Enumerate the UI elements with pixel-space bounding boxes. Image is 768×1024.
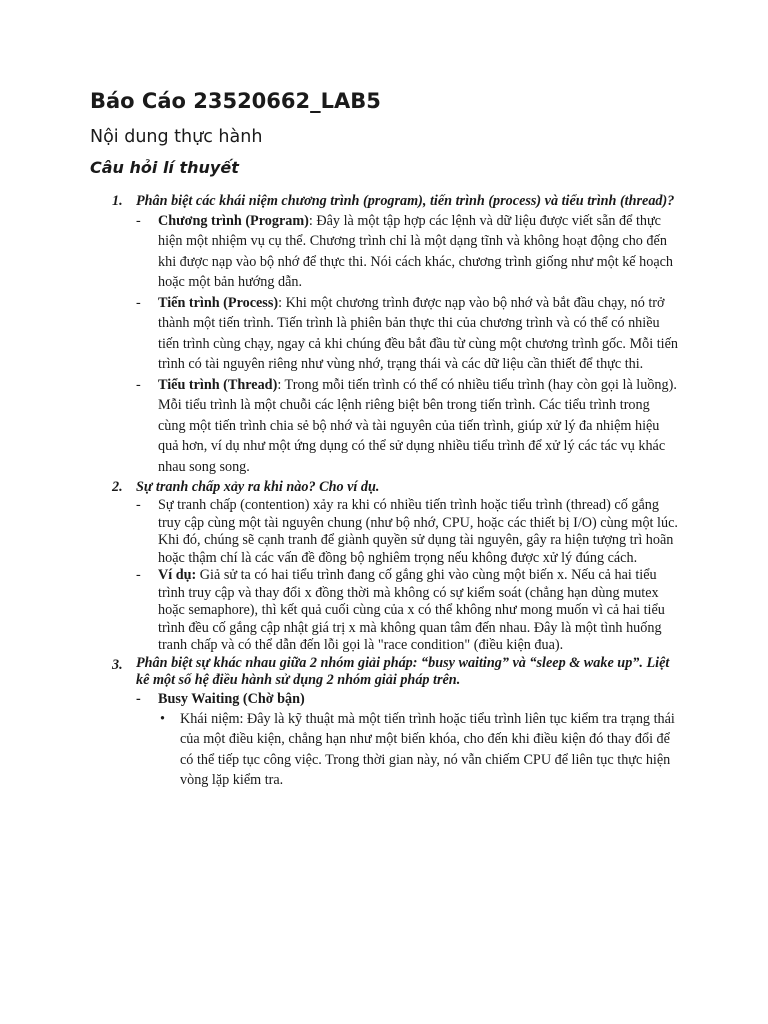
- list-item: - Tiểu trình (Thread): Trong mỗi tiến trình có thể có nhiều tiểu trình (hay còn gọi là luồng). Mỗi tiểu trình là một chuỗi các lệnh riêng biệt bên trong tiến trình. Các tiểu trình trong cùng một tiến trình chia sẻ bộ nhớ và tài nguyên của tiến trình, giúp xử lý đa nhiệm hiệu quả hơn, ví dụ như một ứng dụng có thể sử dụng nhiều tiểu trình để xử lý các tác vụ khác nhau song song.: [136, 376, 677, 475]
- question-number: 1.: [112, 192, 123, 209]
- bullet-term: Ví dụ: [158, 567, 192, 584]
- bullet-body: Đây là một tập hợp các lệnh và dữ liệu được viết sẵn để thực hiện một nhiệm vụ cụ thể. Chương trình chỉ là một dạng tĩnh và không hoạt động cho đến khi được nạp vào bộ nhớ để thực thi. Nói cách khác, chương trình giống như một kế hoạch hoặc một bản hướng dẫn.: [158, 212, 674, 291]
- list-item: - Tiến trình (Process): Khi một chương trình được nạp vào bộ nhớ và bắt đầu chạy, nó trở thành một tiến trình. Tiến trình là phiên bản thực thi của chương trình và có thể có nhiều tiến trình cùng chạy, ngay cả khi chúng đều bắt đầu từ cùng một chương trình gốc. Mỗi tiến trình có tài nguyên riêng như vùng nhớ, trạng thái và các dữ liệu cần thiết để thực thi.: [136, 294, 678, 373]
- list-item: - Ví dụ: Giả sử ta có hai tiểu trình đang cố gắng ghi vào cùng một biến x. Nếu cả hai tiểu trình truy cập và thay đổi x đồng thời mà không có sự kiểm soát (chẳng hạn dùng mutex hoặc semaphore), thì kết quả cuối cùng của x có thể không như mong muốn vì cả hai tiểu trình đều cố gắng cập nhật giá trị x mà không quan tâm đến nhau. Đây là một tình huống tranh chấp và có thể dẫn đến lỗi gọi là "race condition" (điều kiện đua).: [136, 567, 665, 654]
- bullet-term: Chương trình (Program): [158, 212, 309, 229]
- bullet-body: Khái niệm: Đây là kỹ thuật mà một tiến trình hoặc tiểu trình liên tục kiểm tra trạng thái của một điều kiện, chẳng hạn như một biến khóa, cho đến khi điều kiện đó thay đổi để có thể tiếp tục công việc. Trong thời gian này, nó vẫn chiếm CPU để liên tục thực hiện vòng lặp kiểm tra.: [180, 710, 675, 789]
- bullet-term: Tiểu trình (Thread): [158, 376, 278, 393]
- dash-marker: -: [136, 497, 141, 514]
- section-heading: Nội dung thực hành: [90, 127, 263, 148]
- bullet-body: Khi một chương trình được nạp vào bộ nhớ và bắt đầu chạy, nó trở thành một tiến trình. Tiến trình là phiên bản thực thi của chương trình và có thể có nhiều tiến trình cùng chạy, ngay cả khi chúng đều bắt đầu từ cùng một chương trình gốc. Mỗi tiến trình có tài nguyên riêng như vùng nhớ, trạng thái và các dữ liệu cần thiết để thực thi.: [158, 294, 678, 373]
- report-title: Báo Cáo 23520662_LAB5: [90, 89, 381, 113]
- question-number: 2.: [112, 479, 123, 496]
- question-text: Sự tranh chấp xảy ra khi nào? Cho ví dụ.: [136, 479, 380, 496]
- subsection-heading: Câu hỏi lí thuyết: [90, 158, 239, 178]
- bullet-body: Giả sử ta có hai tiểu trình đang cố gắng ghi vào cùng một biến x. Nếu cả hai tiểu trình truy cập và thay đổi x đồng thời mà không có sự kiểm soát (chẳng hạn dùng mutex hoặc semaphore), thì kết quả cuối cùng của x có thể không như mong muốn vì cả hai tiểu trình đều cố gắng cập nhật giá trị x mà không quan tâm đến nhau. Đây là một tình huống tranh chấp và có thể dẫn đến lỗi gọi là "race condition" (điều kiện đua).: [158, 567, 665, 654]
- dash-marker: -: [136, 212, 141, 229]
- bullet-marker: •: [160, 710, 165, 727]
- bullet-body: Trong mỗi tiến trình có thể có nhiều tiểu trình (hay còn gọi là luồng). Mỗi tiểu trình là một chuỗi các lệnh riêng biệt bên trong tiến trình. Các tiểu trình trong cùng một tiến trình chia sẻ bộ nhớ và tài nguyên của tiến trình, giúp xử lý đa nhiệm hiệu quả hơn, ví dụ như một ứng dụng có thể sử dụng nhiều tiểu trình để xử lý các tác vụ khác nhau song song.: [158, 376, 677, 475]
- dash-marker: -: [136, 567, 141, 584]
- question-1: [90, 191, 680, 478]
- question-number: 3.: [112, 656, 123, 673]
- sub-list-item: [158, 709, 680, 791]
- question-3: [90, 655, 680, 791]
- list-item: - Chương trình (Program): Đây là một tập hợp các lệnh và dữ liệu được viết sẵn để thực hiện một nhiệm vụ cụ thể. Chương trình chỉ là một dạng tĩnh và không hoạt động cho đến khi được nạp vào bộ nhớ để thực thi. Nói cách khác, chương trình giống như một kế hoạch hoặc một bản hướng dẫn.: [136, 212, 674, 291]
- question-2: [90, 477, 680, 655]
- dash-marker: -: [136, 294, 141, 311]
- bullet-body: Sự tranh chấp (contention) xảy ra khi có nhiều tiến trình hoặc tiểu trình (thread) cố gắng truy cập cùng một tài nguyên chung (như bộ nhớ, CPU, hoặc các thiết bị I/O) cùng một lúc. Khi đó, chúng sẽ cạnh tranh để giành quyền sử dụng tài nguyên, gây ra hiện tượng trì hoãn hoặc thậm chí là các vấn đề đồng bộ nghiêm trọng nếu không được xử lý đúng cách.: [158, 497, 678, 566]
- question-text: Phân biệt các khái niệm chương trình (program), tiến trình (process) và tiểu trình (thread)?: [136, 192, 675, 209]
- dash-marker: -: [136, 690, 141, 707]
- list-item: [136, 690, 680, 791]
- question-text: Phân biệt sự khác nhau giữa 2 nhóm giải pháp: “busy waiting” và “sleep & wake up”. Liệt kê một số hệ điều hành sử dụng 2 nhóm giải pháp trên.: [136, 654, 670, 689]
- group-title: Busy Waiting (Chờ bận): [158, 690, 305, 707]
- bullet-term: Tiến trình (Process): [158, 294, 279, 311]
- list-item: [136, 497, 680, 567]
- dash-marker: -: [136, 376, 141, 393]
